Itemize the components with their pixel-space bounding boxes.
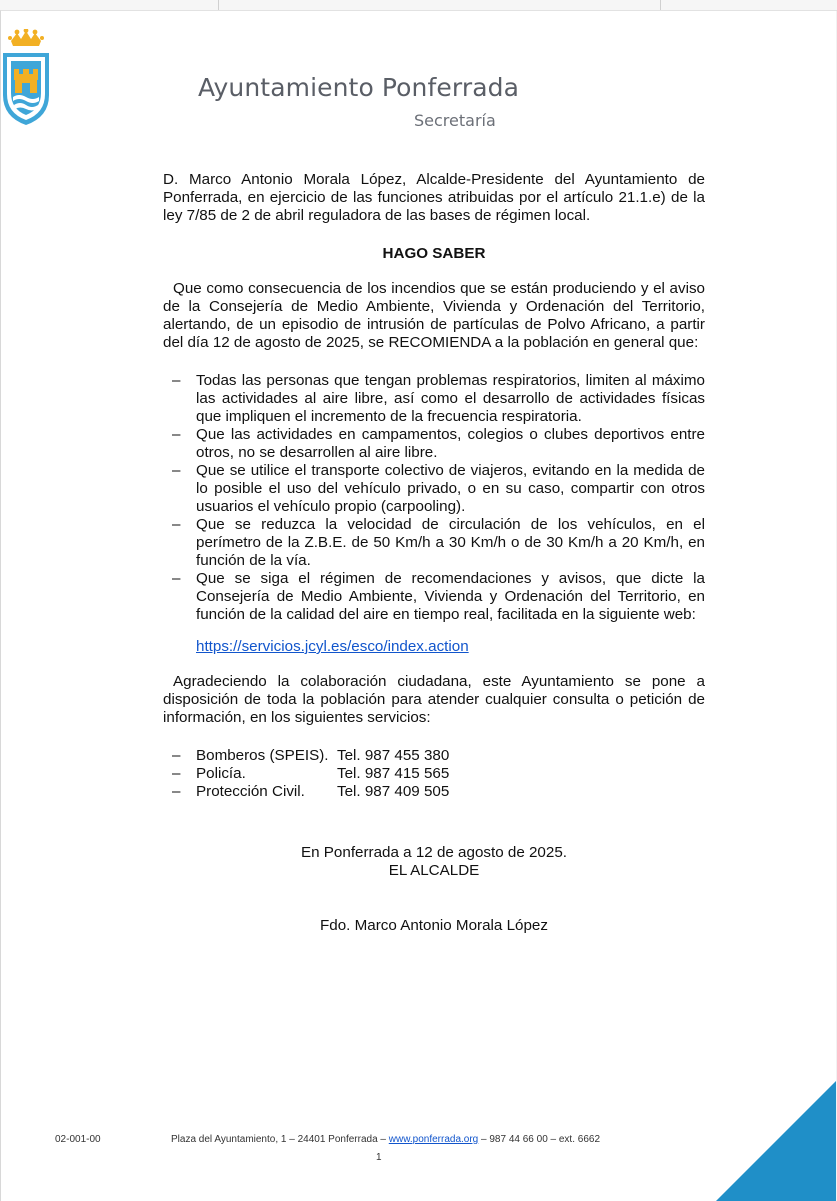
footer-address-text: Plaza del Ayuntamiento, 1 – 24401 Ponferrada – (171, 1134, 389, 1145)
list-item (163, 372, 705, 426)
footer-address (171, 1134, 600, 1145)
dash-bullet: – (172, 570, 181, 587)
intro-text: D. Marco Antonio Morala López, Alcalde-Presidente del Ayuntamiento de Ponferrada, en ejercicio de las funciones atribuidas por el artículo 21.1.e) de la ley 7/85 de 2 de abril reguladora de las bases de régimen local. (163, 171, 705, 224)
dash-bullet: – (172, 765, 181, 782)
department-name: Secretaría (414, 111, 496, 130)
service-name: Protección Civil. (196, 783, 305, 800)
signature-line: Fdo. Marco Antonio Morala López (320, 917, 548, 934)
footer-website-link[interactable]: www.ponferrada.org (388, 1134, 479, 1145)
body-text-1: Que como consecuencia de los incendios que se están produciendo y el aviso de la Consejería de Medio Ambiente, Vivienda y Ordenación del Territorio, alertando, de un episodio de intrusión de partículas de Polvo Africano, a partir del día 12 de agosto de 2025, se RECOMIENDA a la población en general que: (163, 280, 705, 351)
page-number: 1 (376, 1152, 382, 1163)
toolbar-divider (218, 0, 219, 10)
corner-triangle-decoration (716, 1081, 836, 1201)
crown-icon (8, 29, 44, 46)
air-quality-link[interactable]: https://servicios.jcyl.es/esco/index.action (196, 638, 469, 655)
service-phone: Tel. 987 415 565 (337, 765, 450, 782)
place-date: En Ponferrada a 12 de agosto de 2025. (301, 844, 567, 861)
list-item-text: Que se utilice el transporte colectivo de viajeros, evitando en la medida de lo posible el uso del vehículo privado, o en su caso, compartir con otros usuarios el vehículo propio (carpooling). (196, 462, 705, 515)
org-name: Ayuntamiento Ponferrada (198, 73, 520, 102)
dash-bullet: – (172, 747, 181, 764)
body-paragraph-1 (163, 280, 705, 352)
service-phone: Tel. 987 409 505 (337, 783, 450, 800)
body-paragraph-2 (163, 673, 705, 727)
list-item-text: Que se siga el régimen de recomendaciones y avisos, que dicte la Consejería de Medio Ambiente, Vivienda y Ordenación del Territorio, en función de la calidad del aire en tiempo real, facilitada en la siguiente web: (196, 570, 705, 623)
dash-bullet: – (172, 783, 181, 800)
service-phone: Tel. 987 455 380 (337, 747, 450, 764)
document-title: HAGO SABER (382, 245, 486, 262)
signatory-role: EL ALCALDE (388, 862, 480, 879)
list-item-text: Todas las personas que tengan problemas respiratorios, limiten al máximo las actividades al aire libre, así como el desarrollo de actividades físicas que impliquen el incremento de la frecuencia respiratoria. (196, 372, 705, 425)
dash-bullet: – (172, 426, 181, 443)
service-name: Policía. (196, 765, 246, 782)
list-item (163, 570, 705, 624)
intro-paragraph (163, 171, 705, 225)
recommendations-list (163, 372, 705, 624)
dash-bullet: – (172, 516, 181, 533)
document-code: 02-001-00 (55, 1134, 101, 1145)
body-text-2: Agradeciendo la colaboración ciudadana, este Ayuntamiento se pone a disposición de toda la población para atender cualquier consulta o petición de información, en los siguientes servicios: (163, 673, 705, 726)
dash-bullet: – (172, 462, 181, 479)
list-item (163, 516, 705, 570)
list-item (163, 426, 705, 462)
toolbar-divider (660, 0, 661, 10)
list-item-text: Que se reduzca la velocidad de circulación de los vehículos, en el perímetro de la Z.B.E. de 50 Km/h a 30 Km/h o de 30 Km/h a 20 Km/h, en función de la vía. (196, 516, 705, 569)
service-name: Bomberos (SPEIS). (196, 747, 329, 764)
document-page (0, 10, 836, 1201)
footer-contact-text: – 987 44 66 00 – ext. 6662 (478, 1134, 601, 1145)
list-item (163, 462, 705, 516)
list-item-text: Que las actividades en campamentos, colegios o clubes deportivos entre otros, no se desarrollen al aire libre. (196, 426, 705, 461)
dash-bullet: – (172, 372, 181, 389)
